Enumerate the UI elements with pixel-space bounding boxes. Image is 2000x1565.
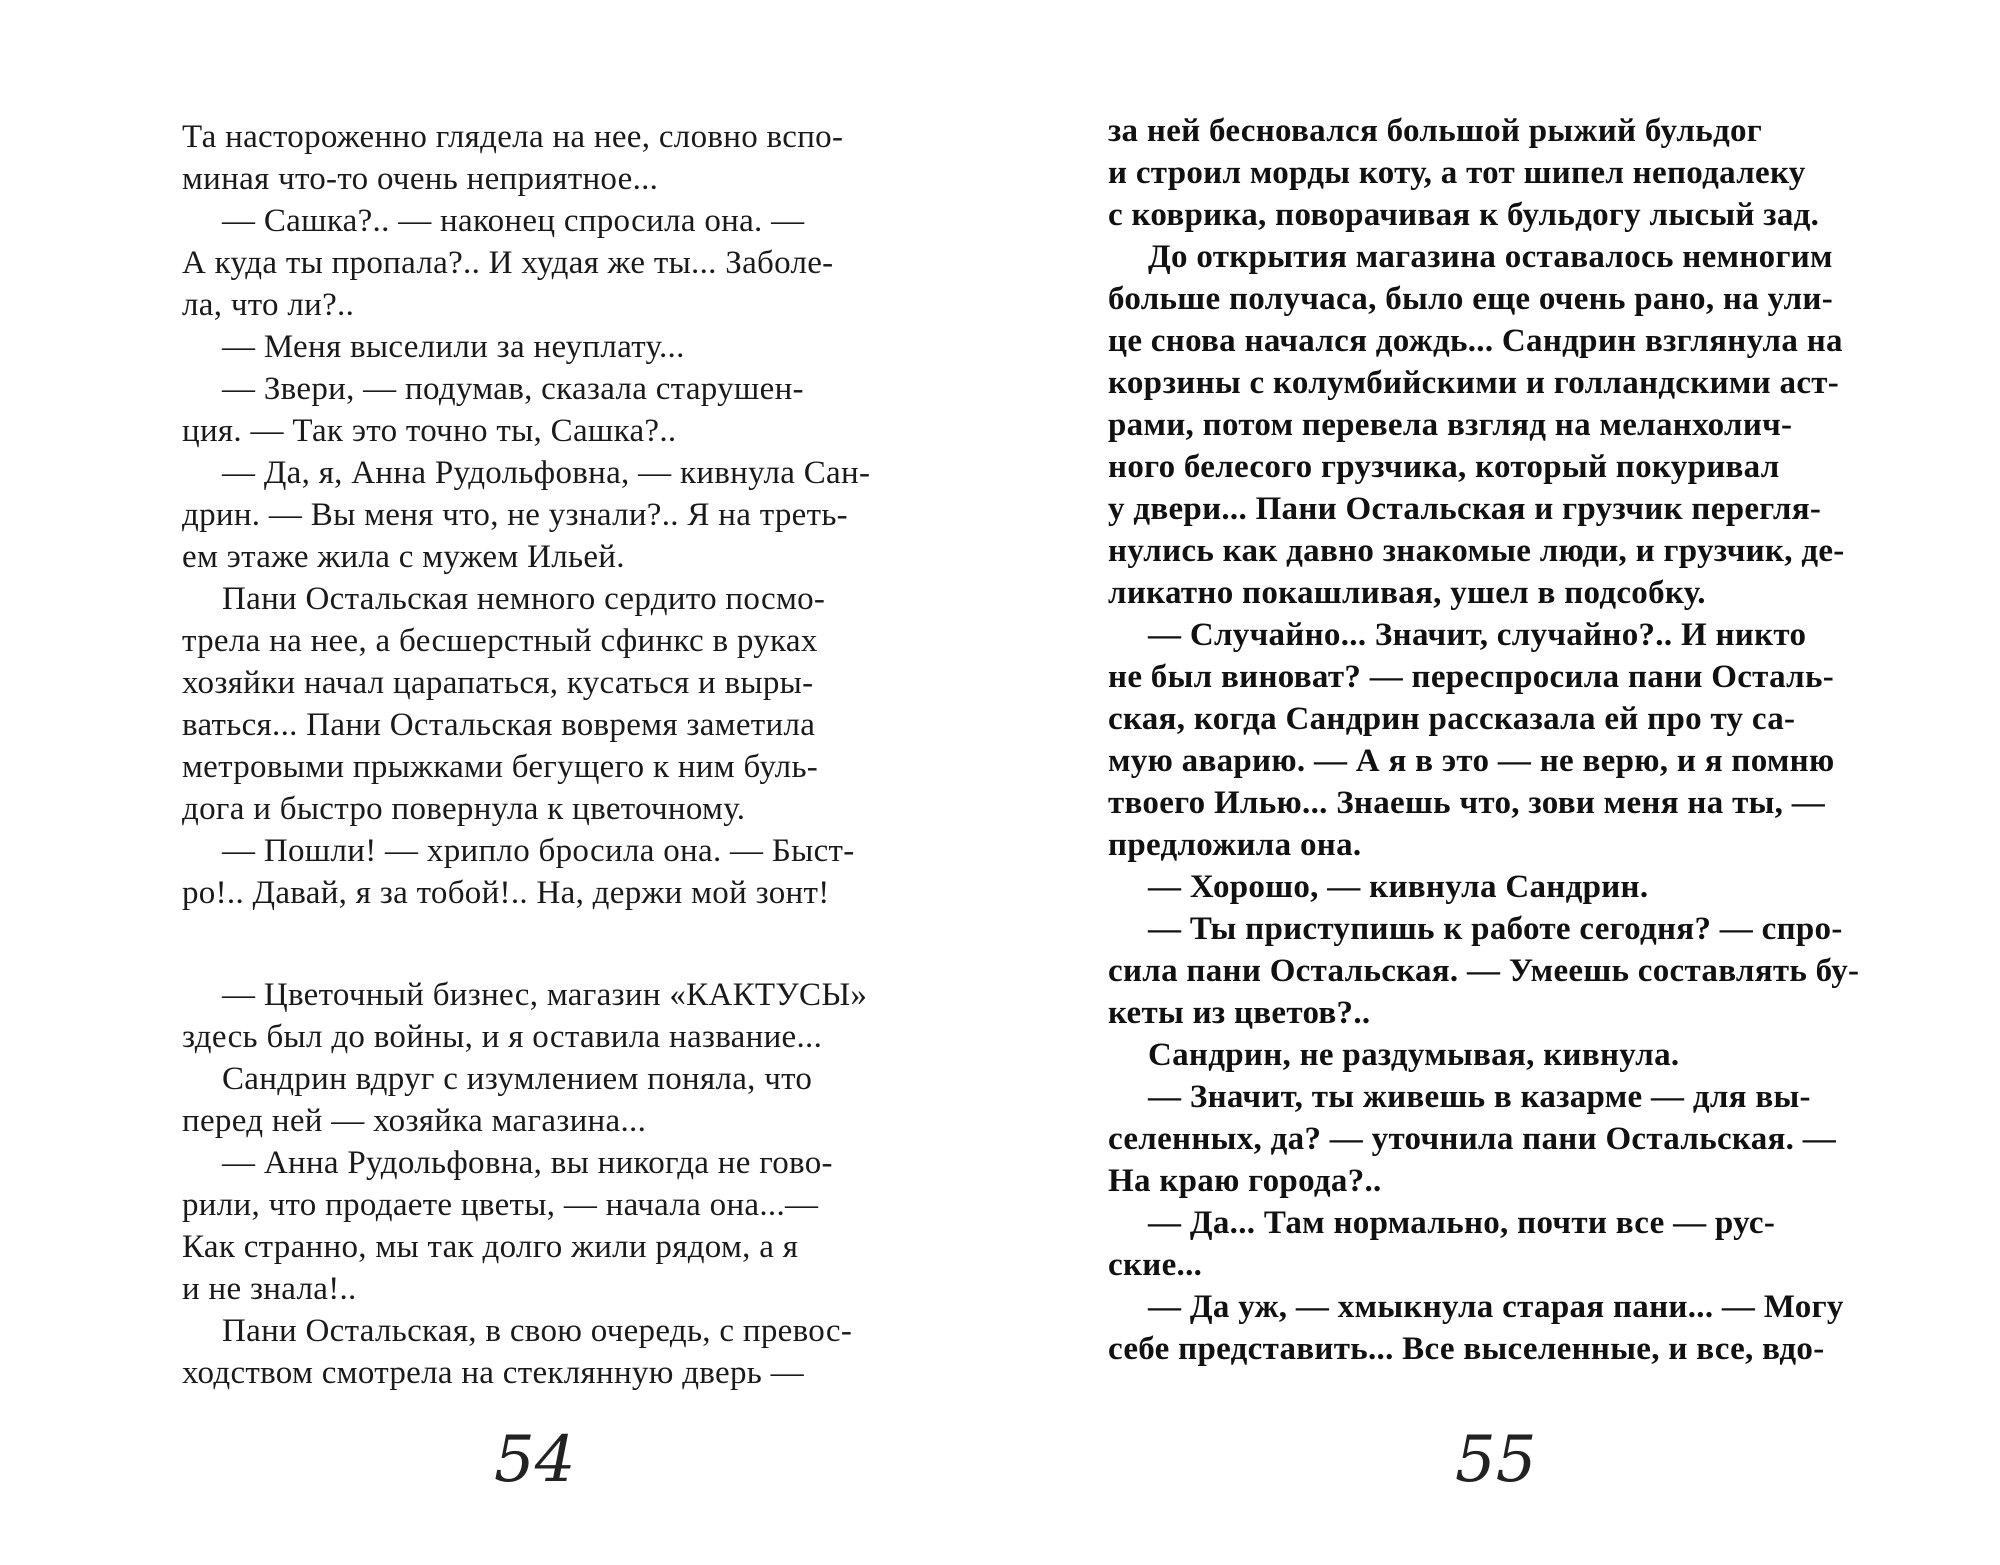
text-line: ла, что ли?.. [182,287,355,323]
text-line: себе представить... Все выселенные, и все, вдо- [1108,1331,1825,1367]
text-line: — Меня выселили за неуплату... [222,329,685,365]
text-line: — Да, я, Анна Рудольфовна, — кивнула Сан- [222,455,871,491]
text-line: дрин. — Вы меня что, не узнали?.. Я на треть- [182,497,848,533]
page-number-right: 55 [1455,1423,1537,1497]
text-line: — Да... Там нормально, почти все — рус- [1148,1205,1776,1241]
right-page-text [1108,110,1860,1370]
text-line: Пани Остальская, в свою очередь, с превос- [222,1313,853,1349]
text-line: ваться... Пани Остальская вовремя заметила [182,707,816,743]
text-line: рили, что продаете цветы, — начала она...— [182,1187,819,1223]
text-line: кеты из цветов?.. [1108,995,1371,1031]
text-line: — Да уж, — хмыкнула старая пани... — Могу [1148,1289,1844,1325]
text-line: ликатно покашливая, ушел в подсобку. [1108,575,1706,611]
text-line: нулись как давно знакомые люди, и грузчик, де- [1108,533,1845,569]
text-line: — Значит, ты живешь в казарме — для вы- [1148,1079,1811,1115]
text-line: и не знала!.. [182,1271,357,1307]
text-line: — Ты приступишь к работе сегодня? — спро- [1148,911,1843,947]
text-line: До открытия магазина оставалось немногим [1148,239,1833,275]
text-line: — Хорошо, — кивнула Сандрин. [1148,869,1649,905]
text-line: за ней бесновался большой рыжий бульдог [1108,113,1763,149]
text-line: — Пошли! — хрипло бросила она. — Быст- [222,833,855,869]
text-line: Сандрин, не раздумывая, кивнула. [1148,1037,1680,1073]
text-line: предложила она. [1108,827,1362,863]
text-line: — Звери, — подумав, сказала старушен- [222,371,804,407]
page-number-left: 54 [494,1423,576,1497]
text-line: корзины с колумбийскими и голландскими аст- [1108,365,1840,401]
text-line: миная что-то очень неприятное... [182,161,659,197]
text-line: у двери... Пани Остальская и грузчик перегля- [1108,491,1822,527]
text-line: ция. — Так это точно ты, Сашка?.. [182,413,677,449]
text-line: — Случайно... Значит, случайно?.. И никто [1148,617,1807,653]
text-line: сила пани Остальская. — Умеешь составлять бу- [1108,953,1860,989]
text-line: селенных, да? — уточнила пани Остальская. — [1108,1121,1837,1157]
text-line: не был виноват? — переспросила пани Осталь- [1108,659,1835,695]
text-line: и строил морды коту, а тот шипел неподалеку [1108,155,1806,191]
text-line: метровыми прыжками бегущего к ним буль- [182,749,819,785]
left-page-text-top [182,116,894,914]
text-line: рами, потом перевела взгляд на меланхолич- [1108,407,1793,443]
text-line: хозяйки начал царапаться, кусаться и выры- [182,665,814,701]
text-line: Пани Остальская немного сердито посмо- [222,581,826,617]
text-line: здесь был до войны, и я оставила название... [182,1019,823,1055]
text-line: твоего Илью... Знаешь что, зови меня на ты, — [1108,785,1826,821]
text-line: — Цветочный бизнес, магазин «КАКТУСЫ» [222,977,868,1013]
text-line: — Анна Рудольфовна, вы никогда не гово- [222,1145,833,1181]
text-line: ская, когда Сандрин рассказала ей про ту са- [1108,701,1796,737]
text-line: больше получаса, было еще очень рано, на ули- [1108,281,1833,317]
text-line: ем этаже жила с мужем Ильей. [182,539,625,575]
text-line: дога и быстро повернула к цветочному. [182,791,746,827]
right-page [1000,0,2000,1565]
text-line: ские... [1108,1247,1203,1283]
text-line: ро!.. Давай, я за тобой!.. На, держи мой зонт! [182,875,830,911]
text-line: На краю города?.. [1108,1163,1382,1199]
text-line: с коврика, поворачивая к бульдогу лысый зад. [1108,197,1820,233]
text-line: це снова начался дождь... Сандрин взглянула на [1108,323,1843,359]
text-line: Как странно, мы так долго жили рядом, а я [182,1229,799,1265]
text-line: мую аварию. — А я в это — не верю, и я помню [1108,743,1835,779]
text-line: перед ней — хозяйка магазина... [182,1103,647,1139]
text-line: Та настороженно глядела на нее, словно вспо- [182,119,844,155]
text-line: А куда ты пропала?.. И худая же ты... Заболе- [182,245,834,281]
text-line: трела на нее, а бесшерстный сфинкс в руках [182,623,818,659]
text-line: — Сашка?.. — наконец спросила она. — [222,203,805,239]
left-page-text-bottom [182,974,894,1394]
text-line: ного белесого грузчика, который покуривал [1108,449,1780,485]
text-line: ходством смотрела на стеклянную дверь — [182,1355,804,1391]
text-line: Сандрин вдруг с изумлением поняла, что [222,1061,813,1097]
